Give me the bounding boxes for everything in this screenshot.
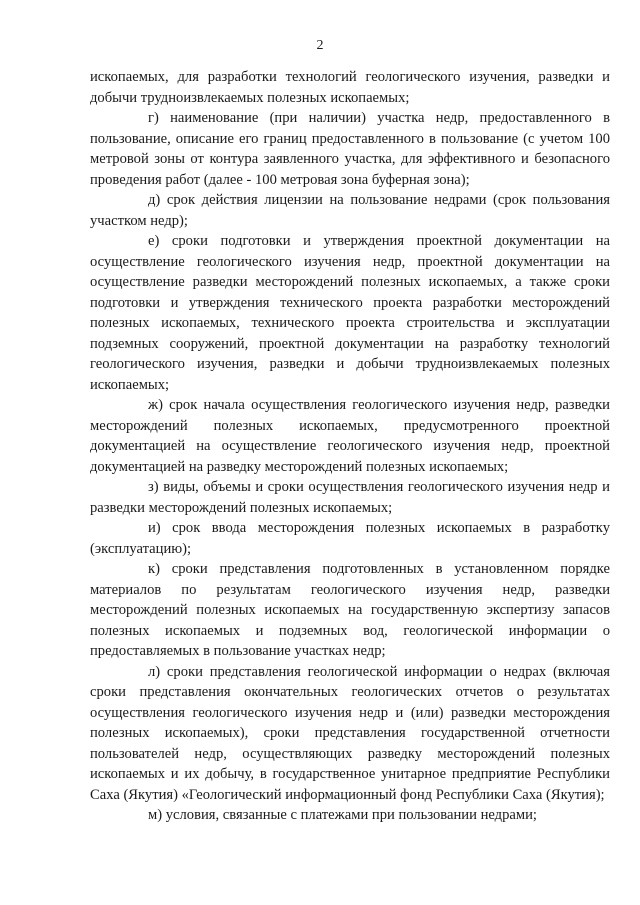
paragraph: д) срок действия лицензии на пользование недрами (срок пользования участком недр);	[90, 192, 610, 229]
paragraph: и) срок ввода месторождения полезных ископаемых в разработку (эксплуатацию);	[90, 520, 610, 557]
paragraph: л) сроки представления геологической информации о недрах (включая сроки представления окончательных геологических отчетов о результатах осуществления геологического изучения недр и (или) разведки месторождения полезных ископаемых), сроки представления государственной отчетности пользователей недр, осуществляющих разведку месторождений полезных ископаемых и их добычу, в государственное унитарное предприятие Республики Саха (Якутия) «Геологический информационный фонд Республики Саха (Якутия);	[90, 663, 610, 803]
paragraph: г) наименование (при наличии) участка недр, предоставленного в пользование, описание его границ предоставленного в пользование (с учетом 100 метровой зоны от контура заявленного участка, для эффективного и безопасного проведения работ (далее - 100 метровая зона буферная зона);	[90, 110, 610, 188]
paragraph: ж) срок начала осуществления геологического изучения недр, разведки месторождений полезных ископаемых, предусмотренного проектной документацией на осуществление геологического изучения недр, проектной документацией на разведку месторождений полезных ископаемых;	[90, 397, 610, 475]
paragraph: к) сроки представления подготовленных в установленном порядке материалов по результатам геологического изучения недр, разведки месторождений полезных ископаемых на государственную экспертизу запасов полезных ископаемых и подземных вод, геологической информации о предоставляемых в пользование участках недр;	[90, 561, 610, 659]
page-number: 2	[316, 38, 324, 53]
document-body	[90, 67, 610, 826]
paragraph: е) сроки подготовки и утверждения проектной документации на осуществление геологического изучения недр, проектной документации на осуществление разведки месторождений полезных ископаемых, а также сроки подготовки и утверждения технического проекта разработки месторождений полезных ископаемых, технического проекта строительства и эксплуатации подземных сооружений, проектной документации на разработку технологий геологического изучения, разведки и добычи трудноизвлекаемых полезных ископаемых;	[90, 233, 610, 393]
paragraph: з) виды, объемы и сроки осуществления геологического изучения недр и разведки месторождений полезных ископаемых;	[90, 479, 610, 516]
paragraph: м) условия, связанные с платежами при пользовании недрами;	[148, 807, 537, 823]
paragraph: ископаемых, для разработки технологий геологического изучения, разведки и добычи трудноизвлекаемых полезных ископаемых;	[90, 69, 610, 106]
